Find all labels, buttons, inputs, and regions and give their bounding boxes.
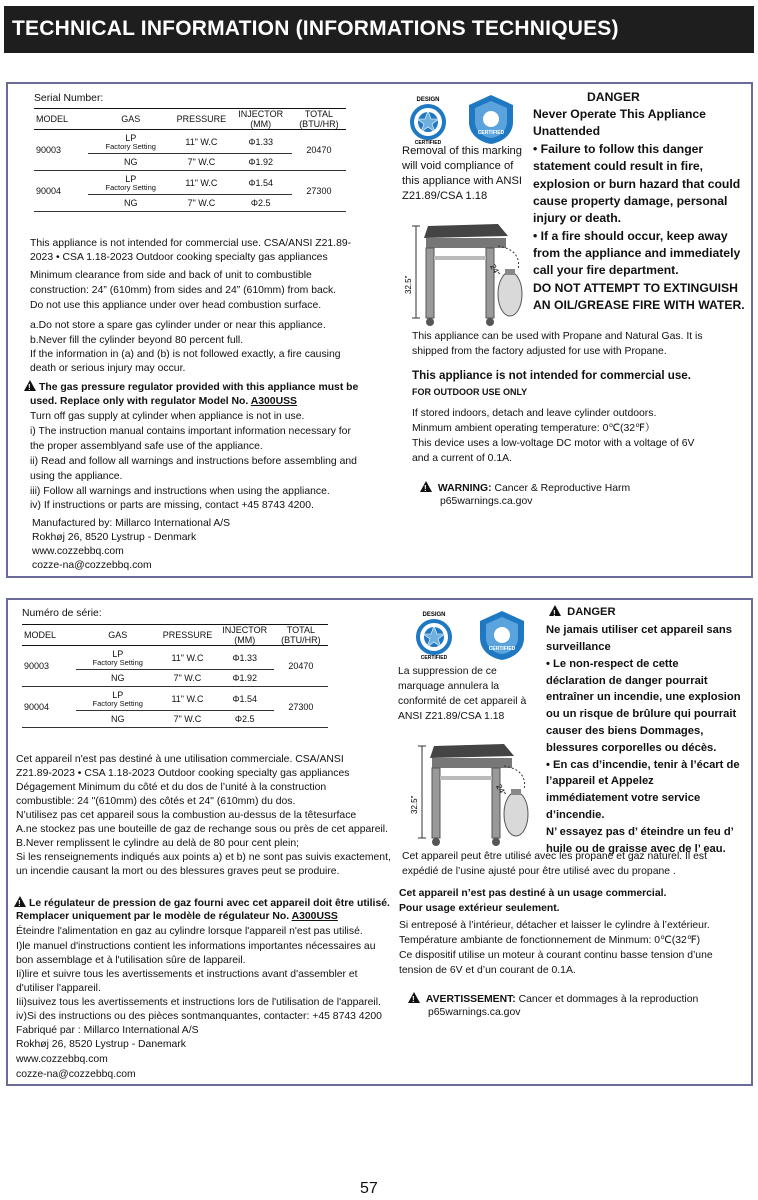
text-line: Si les renseignements indiqués aux points a) et b) ne sont pas suivis exactement, (16, 852, 391, 863)
cell-total: 27300 (274, 687, 328, 728)
cell-model: 90003 (34, 130, 88, 171)
col-header-injector: INJECTOR (MM) (216, 625, 274, 646)
cell-gas-sub: Factory Setting (92, 698, 143, 708)
text-line: ii) Read and follow all warnings and instructions before assembling and (30, 456, 357, 467)
page-header (4, 6, 754, 53)
text-line: ANSI Z21.89/CSA 1.18 (398, 711, 505, 722)
cell-model: 90004 (22, 687, 76, 728)
danger-line: statement could result in fire, (533, 159, 703, 173)
regulator-model-line: Remplacer uniquement par le modèle de régulateur No. A300USS (16, 911, 338, 922)
cell-total: 20470 (274, 646, 328, 687)
col-header-gas: GAS (88, 109, 173, 130)
text-line: iii) Follow all warnings and instructions when using the appliance. (30, 486, 330, 497)
cell-pressure: 7" W.C (159, 711, 215, 728)
danger-line: ou un risque de brûlure qui pourrait (546, 708, 737, 720)
text-line: Cet appareil n'est pas destiné à une utilisation commerciale. CSA/ANSI (16, 754, 344, 765)
text-line: Cet appareil peut être utilisé avec les propane et gaz naturel. Il est (402, 851, 707, 862)
danger-line: Ne jamais utiliser cet appareil sans (546, 624, 732, 636)
cell-gas: NG (76, 670, 159, 687)
cell-injector: Φ1.54 (216, 687, 274, 711)
danger-line: cause property damage, personal (533, 194, 728, 208)
col-header-total: TOTAL (BTU/HR) (274, 625, 328, 646)
text-line: This appliance can be used with Propane and Natural Gas. It is (412, 331, 703, 342)
email-link[interactable]: cozze-na@cozzebbq.com (16, 1069, 136, 1080)
text-line: combustible: 24 "(610mm) des côtés et 24" (610mm) du dos. (16, 796, 296, 807)
text-line: b.Never fill the cylinder beyond 80 percent full. (30, 335, 244, 346)
warning-icon (14, 896, 26, 907)
manufacturer-address: Rokhøj 26, 8520 Lystrup - Danemark (16, 1039, 186, 1050)
manufacturer-address: Rokhøj 26, 8520 Lystrup - Denmark (32, 532, 197, 543)
danger-line: causer des biens Dommages, (546, 725, 704, 737)
danger-line: l’appareil et Appelez (546, 775, 654, 787)
text-line: i) The instruction manual contains important information necessary for (30, 426, 351, 437)
email-link[interactable]: cozze-na@cozzebbq.com (32, 560, 152, 571)
prop65-link[interactable]: p65warnings.ca.gov (440, 496, 533, 507)
cell-pressure: 11" W.C (159, 687, 215, 711)
text-line: Z21.89/CSA 1.18 (402, 190, 488, 202)
danger-line: Never Operate This Appliance (533, 107, 706, 121)
danger-title: DANGER (587, 90, 640, 104)
text-line: Z21.89-2023 • CSA 1.18-2023 Outdoor cooking specialty gas appliances (16, 768, 350, 779)
cell-injector: Φ1.33 (216, 646, 274, 670)
website-link[interactable]: www.cozzebbq.com (32, 546, 124, 557)
danger-title: ! DANGER (549, 605, 616, 620)
serial-number-label: Numéro de série: (22, 608, 102, 619)
cell-gas: LP (112, 648, 124, 659)
cell-pressure: 7" W.C (173, 195, 229, 212)
text-line: Removal of this marking (402, 145, 522, 157)
badge-certified-text: CERTIFIED (488, 646, 516, 652)
text-line: Ii)lire et suivre tous les avertissements et instructions avant d'assembler et (16, 969, 358, 980)
design-certified-badge-icon (405, 609, 463, 661)
text-line: La suppression de ce (398, 666, 497, 677)
text-line: construction: 24” (610mm) from sides and 24” (610mm) from back. (30, 285, 337, 296)
spec-table (22, 624, 328, 728)
text-line: Minimum clearance from side and back of unit to combustible (30, 270, 312, 281)
badge-certified-text: CERTIFIED (414, 140, 442, 146)
text-line: iv)Si des instructions ou des pièces sontmanquantes, contacter: +45 8743 4200 (16, 1011, 382, 1022)
danger-line: blessures corporelles ou décès. (546, 742, 717, 754)
danger-line: surveillance (546, 641, 611, 653)
not-commercial-notice: Cet appareil n’est pas destiné à un usage commercial. (399, 888, 667, 899)
danger-line: from the appliance and immediately (533, 246, 741, 260)
regulator-model-line: used. Replace only with regulator Model No. A300USS (30, 396, 297, 407)
page-title: TECHNICAL INFORMATION (INFORMATIONS TECHNIQUES) (12, 17, 619, 40)
outdoor-only-notice: FOR OUTDOOR USE ONLY (412, 387, 528, 397)
spec-table (34, 108, 346, 212)
not-commercial-notice: This appliance is not intended for commercial use. (412, 369, 691, 382)
csa-certified-badge-icon (463, 92, 519, 146)
text-line: B.Never remplissent le cylindre au delà de 80 pour cent plein; (16, 838, 300, 849)
table-row (22, 687, 328, 711)
danger-line: • If a fire should occur, keep away (533, 229, 728, 243)
text-line: A.ne stockez pas une bouteille de gaz de rechange sous ou près de cet appareil. (16, 824, 389, 835)
cell-gas: NG (88, 154, 173, 171)
manufacturer-name: Manufactured by: Millarco International A/S (32, 518, 231, 529)
text-line: Si entreposé à l’intérieur, détacher et laisser le cylindre à l’extérieur. (399, 920, 710, 931)
table-row (34, 130, 346, 154)
cell-total: 27300 (292, 171, 346, 212)
cell-injector: Φ1.92 (216, 670, 274, 687)
col-header-pressure: PRESSURE (173, 109, 229, 130)
text-line: Température ambiante de fonctionnement de Minmum: 0℃(32℉) (399, 935, 701, 946)
badge-certified-text: CERTIFIED (477, 130, 505, 136)
text-line: This appliance is not intended for commercial use. CSA/ANSI Z21.89- (30, 238, 352, 249)
manufacturer-name: Fabriqué par : Millarco International A/S (16, 1025, 199, 1036)
text-line: 2023 • CSA 1.18-2023 Outdoor cooking specialty gas appliances (30, 252, 328, 263)
danger-line: huile ou de graisse avec de l’ eau. (546, 843, 726, 855)
danger-line: déclaration de danger pourrait (546, 675, 708, 687)
danger-line: call your fire department. (533, 263, 679, 277)
danger-line: • Le non-respect de cette (546, 658, 679, 670)
danger-line: • En cas d’incendie, tenir à l’écart de (546, 759, 740, 771)
cell-gas: NG (76, 711, 159, 728)
cell-total: 20470 (292, 130, 346, 171)
table-row (34, 171, 346, 195)
danger-line: d’incendie. (546, 809, 605, 821)
cell-gas-sub: Factory Setting (105, 182, 156, 192)
cell-pressure: 11" W.C (159, 646, 215, 670)
appliance-diagram (398, 206, 538, 330)
text-line: a.Do not store a spare gas cylinder under or near this appliance. (30, 320, 326, 331)
cell-model: 90003 (22, 646, 76, 687)
height-dimension: 32.5" (410, 795, 419, 814)
text-line: N’utilisez pas cet appareil sous la combustion au-dessus de la têtesurface (16, 810, 357, 821)
cell-gas: LP (125, 132, 137, 143)
badge-certified-text: CERTIFIED (420, 655, 448, 661)
col-header-model: MODEL (34, 109, 88, 130)
outdoor-only-notice: Pour usage extérieur seulement. (399, 903, 560, 914)
danger-line: immédiatement votre service (546, 792, 701, 804)
text-line: shipped from the factory adjusted for use with Propane. (412, 346, 667, 357)
danger-line: AN OIL/GREASE FIRE WITH WATER. (533, 298, 745, 312)
cell-gas: LP (112, 689, 124, 700)
cell-pressure: 11" W.C (173, 130, 229, 154)
text-line: If the information in (a) and (b) is not followed exactly, a fire causing (30, 349, 341, 360)
page-number: 57 (360, 1180, 378, 1197)
text-line: death or serious injury may occur. (30, 363, 186, 374)
side-dimension: 24" (488, 262, 502, 278)
cell-gas-sub: Factory Setting (92, 657, 143, 667)
danger-line: DO NOT ATTEMPT TO EXTINGUISH (533, 281, 738, 295)
cell-pressure: 7" W.C (159, 670, 215, 687)
text-line: If stored indoors, detach and leave cylinder outdoors. (412, 408, 657, 419)
col-header-total: TOTAL (BTU/HR) (292, 109, 346, 130)
cell-gas: NG (88, 195, 173, 212)
text-line: the proper assemblyand safe use of the appliance. (30, 441, 263, 452)
serial-number-label: Serial Number: (34, 93, 104, 104)
cell-pressure: 11" W.C (173, 171, 229, 195)
col-header-injector: INJECTOR (MM) (230, 109, 292, 130)
cell-model: 90004 (34, 171, 88, 212)
text-line: iv) If instructions or parts are missing, contact +45 8743 4200. (30, 500, 314, 511)
warning-icon (420, 481, 432, 492)
danger-line: • Failure to follow this danger (533, 142, 704, 156)
text-line: using the appliance. (30, 471, 123, 482)
cell-injector: Φ2.5 (230, 195, 292, 212)
website-link[interactable]: www.cozzebbq.com (16, 1054, 108, 1065)
cell-gas: LP (125, 173, 137, 184)
text-line: bon assemblage et à l'utilisation sûre de lappareil. (16, 955, 246, 966)
text-line: this appliance with ANSI (402, 175, 523, 187)
prop65-warning: ! WARNING: Cancer & Reproductive Harm (420, 481, 630, 496)
text-line: Turn off gas supply at cylinder when appliance is not in use. (30, 411, 305, 422)
cell-injector: Φ1.92 (230, 154, 292, 171)
badge-design-text: DESIGN (416, 97, 440, 103)
text-line: Do not use this appliance under over head combustion surface. (30, 300, 322, 311)
side-dimension: 24" (494, 782, 508, 798)
table-row (22, 646, 328, 670)
text-line: I)le manuel d'instructions contient les informations importantes nécessaires au (16, 941, 376, 952)
regulator-warning: !The gas pressure regulator provided with this appliance must be (24, 380, 358, 395)
danger-line: injury or death. (533, 211, 622, 225)
col-header-gas: GAS (76, 625, 159, 646)
text-line: and a current of 0.1A. (412, 453, 512, 464)
danger-line: explosion or burn hazard that could (533, 177, 741, 191)
prop65-warning: ! AVERTISSEMENT: Cancer et dommages à la reproduction (408, 992, 698, 1007)
design-certified-badge-icon (399, 94, 457, 146)
col-header-model: MODEL (22, 625, 76, 646)
danger-line: entraîner un incendie, une explosion (546, 691, 741, 703)
appliance-diagram (404, 726, 544, 850)
text-line: This device uses a low-voltage DC motor with a voltage of 6V (412, 438, 695, 449)
cell-injector: Φ1.33 (230, 130, 292, 154)
cell-injector: Φ2.5 (216, 711, 274, 728)
text-line: conformité de cet appareil à (398, 696, 527, 707)
cell-pressure: 7" W.C (173, 154, 229, 171)
warning-icon (24, 380, 36, 391)
text-line: marquage annulera la (398, 681, 500, 692)
text-line: Éteindre l'alimentation en gaz au cylindre lorsque l'appareil n'est pas utilisé. (16, 926, 363, 937)
warning-icon (408, 992, 420, 1003)
regulator-warning: !Le régulateur de pression de gaz fourni avec cet appareil doit être utilisé. (14, 896, 390, 911)
text-line: will void compliance of (402, 160, 514, 172)
text-line: d'utiliser l'appareil. (16, 983, 101, 994)
text-line: un incendie causant la mort ou des blessures graves peut se produire. (16, 866, 340, 877)
text-line: Iii)suivez tous les avertissements et instructions lors de l'utilisation de l'appareil. (16, 997, 381, 1008)
cell-injector: Φ1.54 (230, 171, 292, 195)
text-line: tension de 6V et d’un courant de 0.1A. (399, 965, 576, 976)
danger-line: Unattended (533, 124, 601, 138)
csa-certified-badge-icon (474, 608, 530, 662)
text-line: Ce dispositif utilise un moteur à courant continu basse tension d’une (399, 950, 713, 961)
warning-icon (549, 605, 561, 616)
height-dimension: 32.5" (404, 275, 413, 294)
cell-gas-sub: Factory Setting (105, 141, 156, 151)
prop65-link[interactable]: p65warnings.ca.gov (428, 1007, 521, 1018)
danger-line: N’ essayez pas d’ éteindre un feu d’ (546, 826, 734, 838)
text-line: Dégagement Minimum du côté et du dos de l’unité à la construction (16, 782, 327, 793)
badge-design-text: DESIGN (422, 612, 446, 618)
col-header-pressure: PRESSURE (159, 625, 215, 646)
text-line: Minmum ambient operating temperature: 0℃(32℉） (412, 423, 656, 434)
text-line: expédié de l’usine ajusté pour être utilisé avec du propane . (402, 866, 676, 877)
